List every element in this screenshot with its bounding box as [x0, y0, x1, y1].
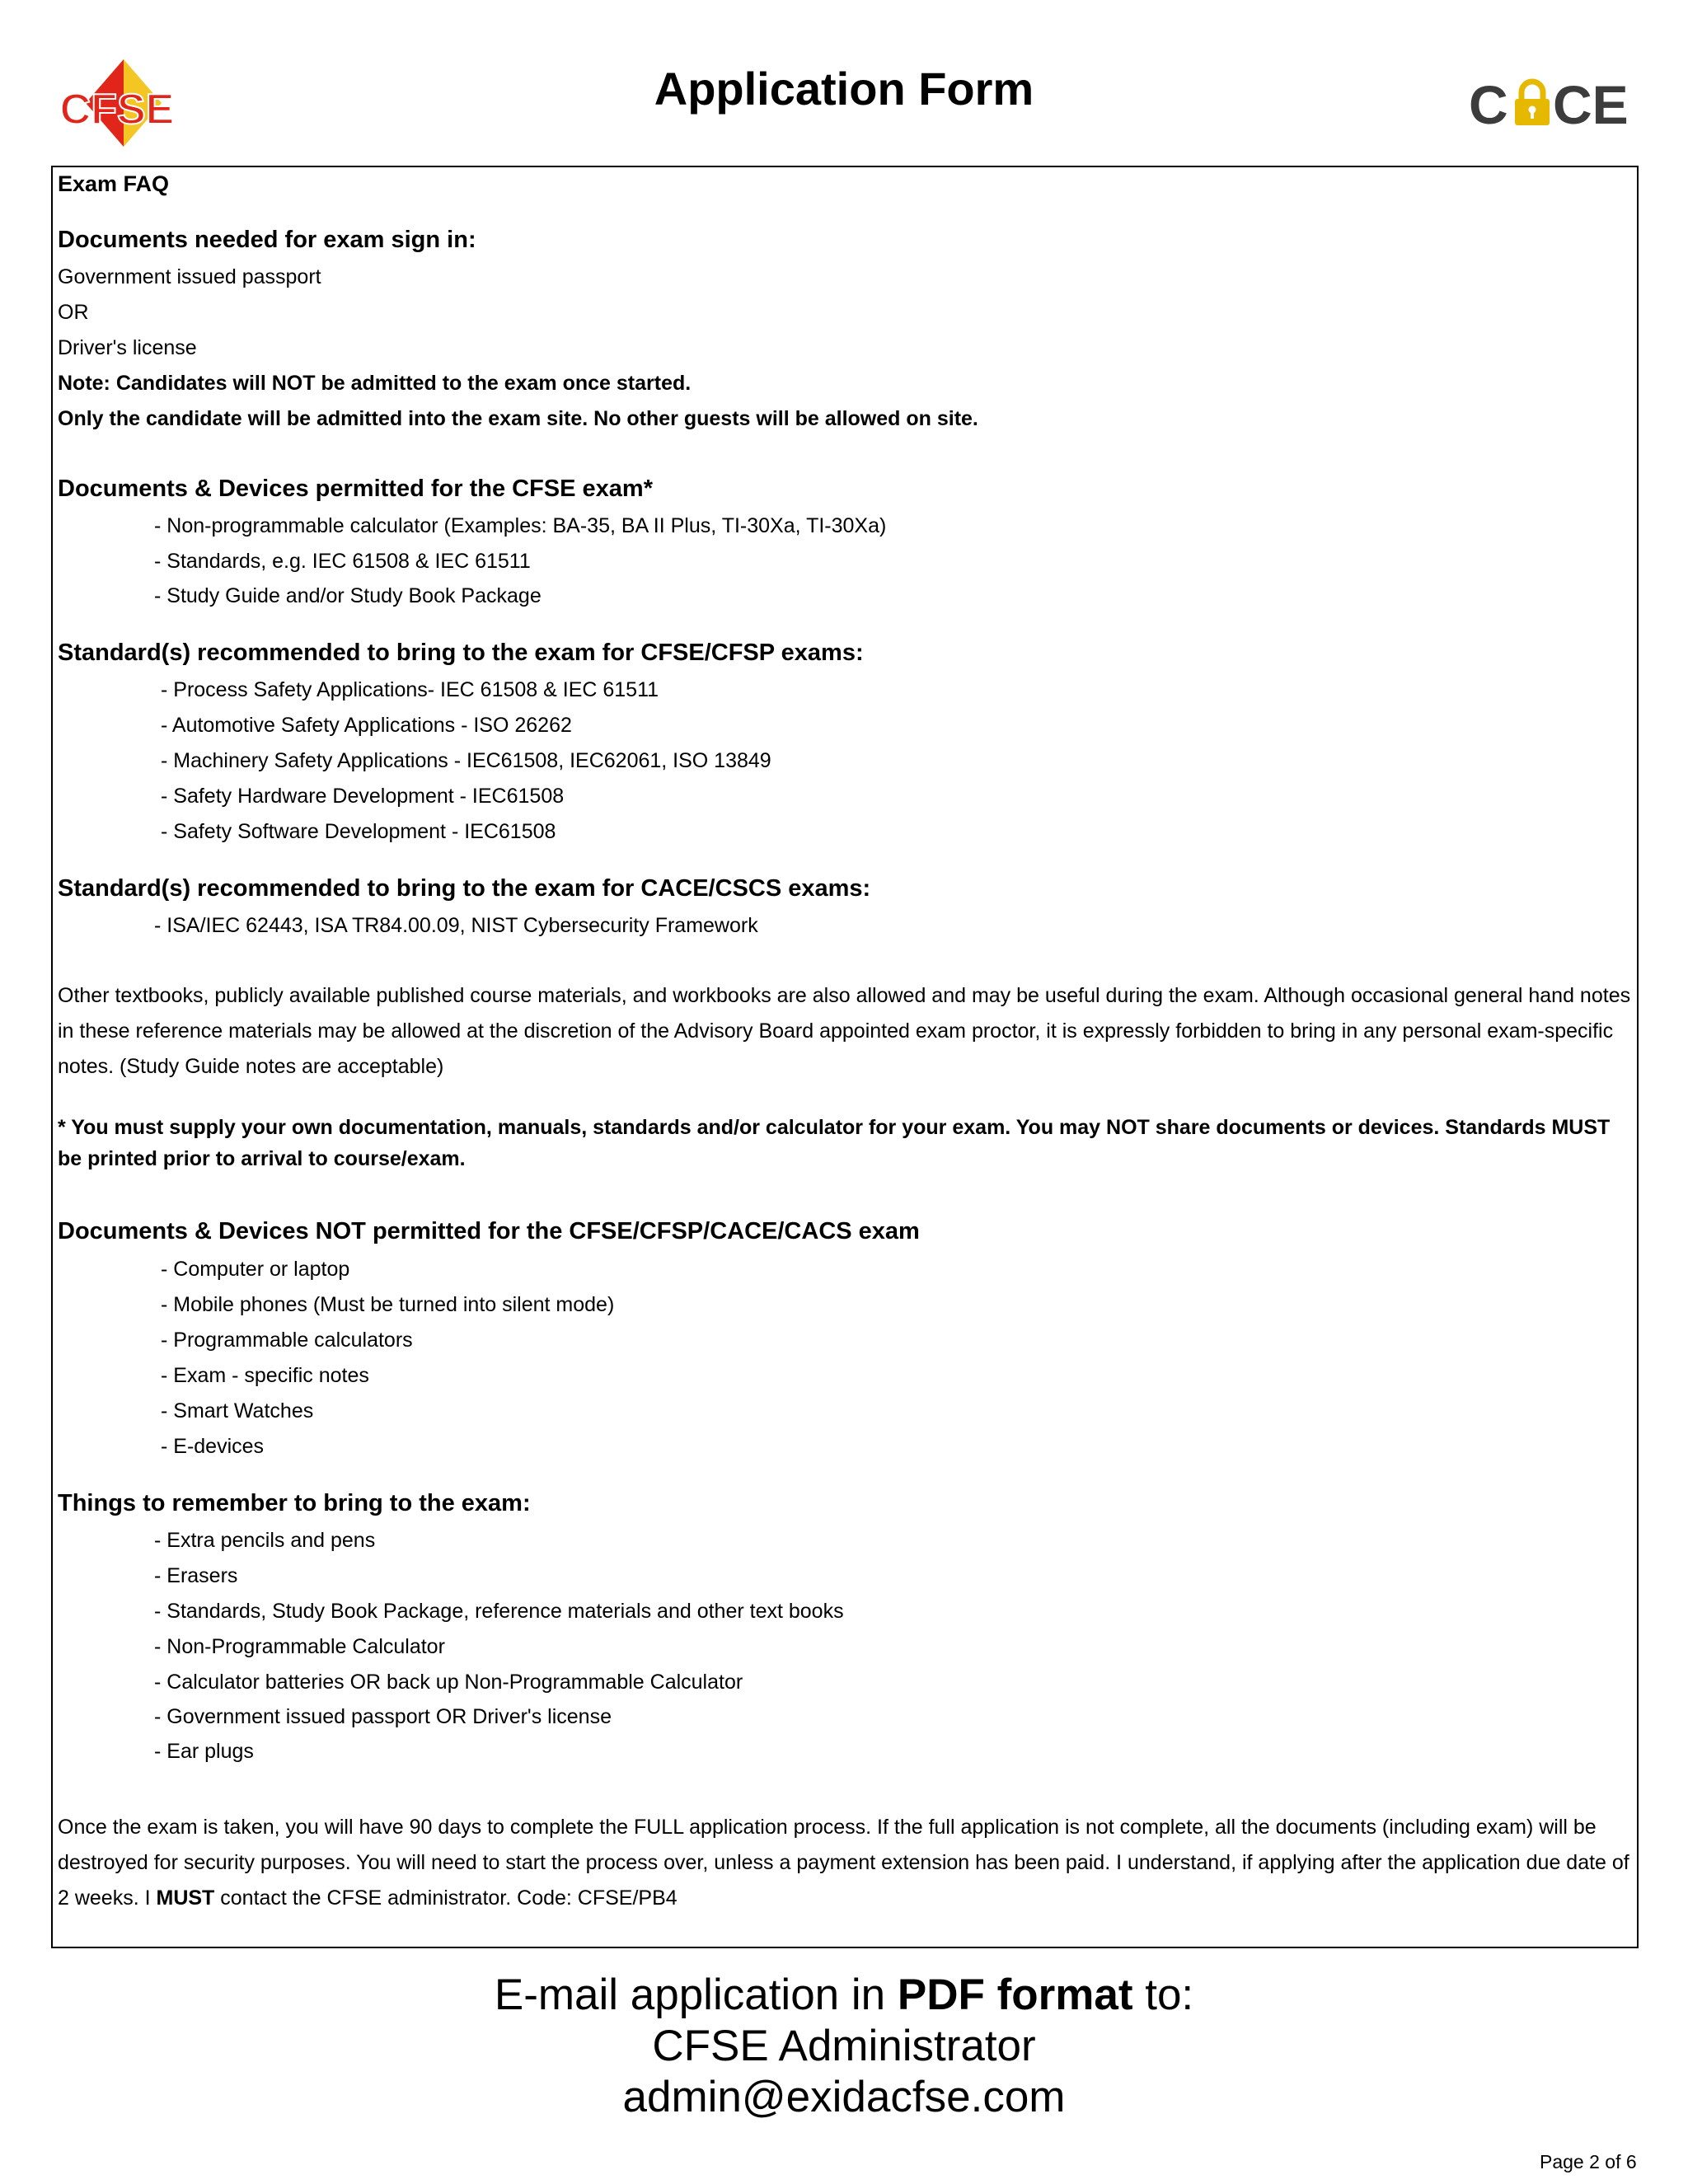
remember-item: - Standards, Study Book Package, reference materials and other text books [154, 1600, 844, 1623]
not-permitted-item: - Smart Watches [161, 1399, 314, 1422]
closing-text: Once the exam is taken, you will have 90 days to complete the FULL application process. If the full application is not complete, all the documents (including exam) will be destroyed for security purposes. You will need to start the process over, unless a payment extension has been paid. I understand, if applying after the application due date of 2 weeks. I [58, 1816, 1629, 1910]
sign-in-line: OR [58, 301, 89, 324]
remember-item: - Erasers [154, 1564, 238, 1587]
email-line-prefix: E-mail application in [494, 1971, 898, 2019]
supply-note: * You must supply your own documentation, manuals, standards and/or calculator for your exam. You may NOT share documents or devices. Standards MUST be printed prior to arrival to course/exam. [58, 1116, 1611, 1170]
administrator-line: CFSE Administrator [652, 2022, 1036, 2070]
pdf-format-text: PDF format [897, 1971, 1133, 2019]
remember-item: - Government issued passport OR Driver's license [154, 1705, 612, 1728]
remember-item: - Ear plugs [154, 1740, 254, 1763]
closing-paragraph [58, 1810, 1634, 1916]
sign-in-line: Government issued passport [58, 265, 321, 288]
email-line-suffix: to: [1132, 1971, 1194, 2019]
email-line [0, 1970, 1688, 2021]
permitted-item: - Study Guide and/or Study Book Package [154, 584, 542, 607]
remember-item: - Calculator batteries OR back up Non-Programmable Calculator [154, 1671, 743, 1694]
lock-icon [1515, 82, 1550, 125]
page-header [0, 0, 1688, 157]
permitted-heading: Documents & Devices permitted for the CFSE exam* [58, 476, 653, 502]
cfse-standards-item: - Machinery Safety Applications - IEC61508, IEC62061, ISO 13849 [161, 749, 771, 772]
cace-logo [1469, 74, 1642, 132]
not-permitted-item: - E-devices [161, 1435, 265, 1458]
faq-heading: Exam FAQ [58, 171, 170, 196]
cfse-standards-item: - Process Safety Applications- IEC 61508 & IEC 61511 [161, 678, 659, 701]
remember-heading: Things to remember to bring to the exam: [58, 1490, 531, 1516]
other-materials-text: Other textbooks, publicly available published course materials, and workbooks are also allowed and may be useful during the exam. Although occasional general hand notes in these reference materials may be allowed at the discretion of the Advisory Board appointed exam proctor, it is expressly forbidden to bring in any personal exam-specific notes. (Study Guide notes are acceptable) [58, 984, 1631, 1078]
cfse-standards-item: - Safety Software Development - IEC61508 [161, 820, 556, 843]
not-permitted-item: - Mobile phones (Must be turned into silent mode) [161, 1293, 615, 1316]
page-number: Page 2 of 6 [1540, 2151, 1637, 2172]
sign-in-line: Driver's license [58, 336, 197, 359]
cfse-logo-text: CFSE [59, 86, 175, 134]
email-instructions [0, 1970, 1688, 2123]
page-title: Application Form [654, 63, 1034, 115]
not-permitted-heading: Documents & Devices NOT permitted for the CFSE/CFSP/CACE/CACS exam [58, 1218, 920, 1244]
not-permitted-item: - Exam - specific notes [161, 1364, 369, 1387]
cace-standards-item: - ISA/IEC 62443, ISA TR84.00.09, NIST Cybersecurity Framework [154, 914, 758, 937]
closing-text-end: contact the CFSE administrator. Code: CFSE/PB4 [214, 1886, 678, 1910]
cfse-standards-heading: Standard(s) recommended to bring to the exam for CFSE/CFSP exams: [58, 640, 864, 666]
cfse-standards-item: - Automotive Safety Applications - ISO 26262 [161, 714, 572, 737]
sign-in-heading: Documents needed for exam sign in: [58, 227, 476, 253]
remember-item: - Non-Programmable Calculator [154, 1635, 445, 1658]
not-permitted-item: - Computer or laptop [161, 1258, 350, 1281]
sign-in-note: Only the candidate will be admitted into the exam site. No other guests will be allowed on site. [58, 407, 978, 430]
exam-faq-box [51, 166, 1639, 1948]
cace-logo-c1: C [1469, 74, 1508, 132]
sign-in-note: Note: Candidates will NOT be admitted to the exam once started. [58, 372, 692, 395]
closing-must: MUST [156, 1886, 215, 1910]
remember-item: - Extra pencils and pens [154, 1529, 376, 1552]
permitted-item: - Standards, e.g. IEC 61508 & IEC 61511 [154, 550, 531, 573]
cace-logo-ce: CE [1553, 74, 1629, 132]
cfse-standards-item: - Safety Hardware Development - IEC61508 [161, 785, 565, 808]
admin-email: admin@exidacfse.com [622, 2073, 1066, 2121]
cace-standards-heading: Standard(s) recommended to bring to the exam for CACE/CSCS exams: [58, 875, 871, 902]
permitted-item: - Non-programmable calculator (Examples: BA-35, BA II Plus, TI-30Xa, TI-30Xa) [154, 514, 887, 537]
not-permitted-item: - Programmable calculators [161, 1329, 413, 1352]
